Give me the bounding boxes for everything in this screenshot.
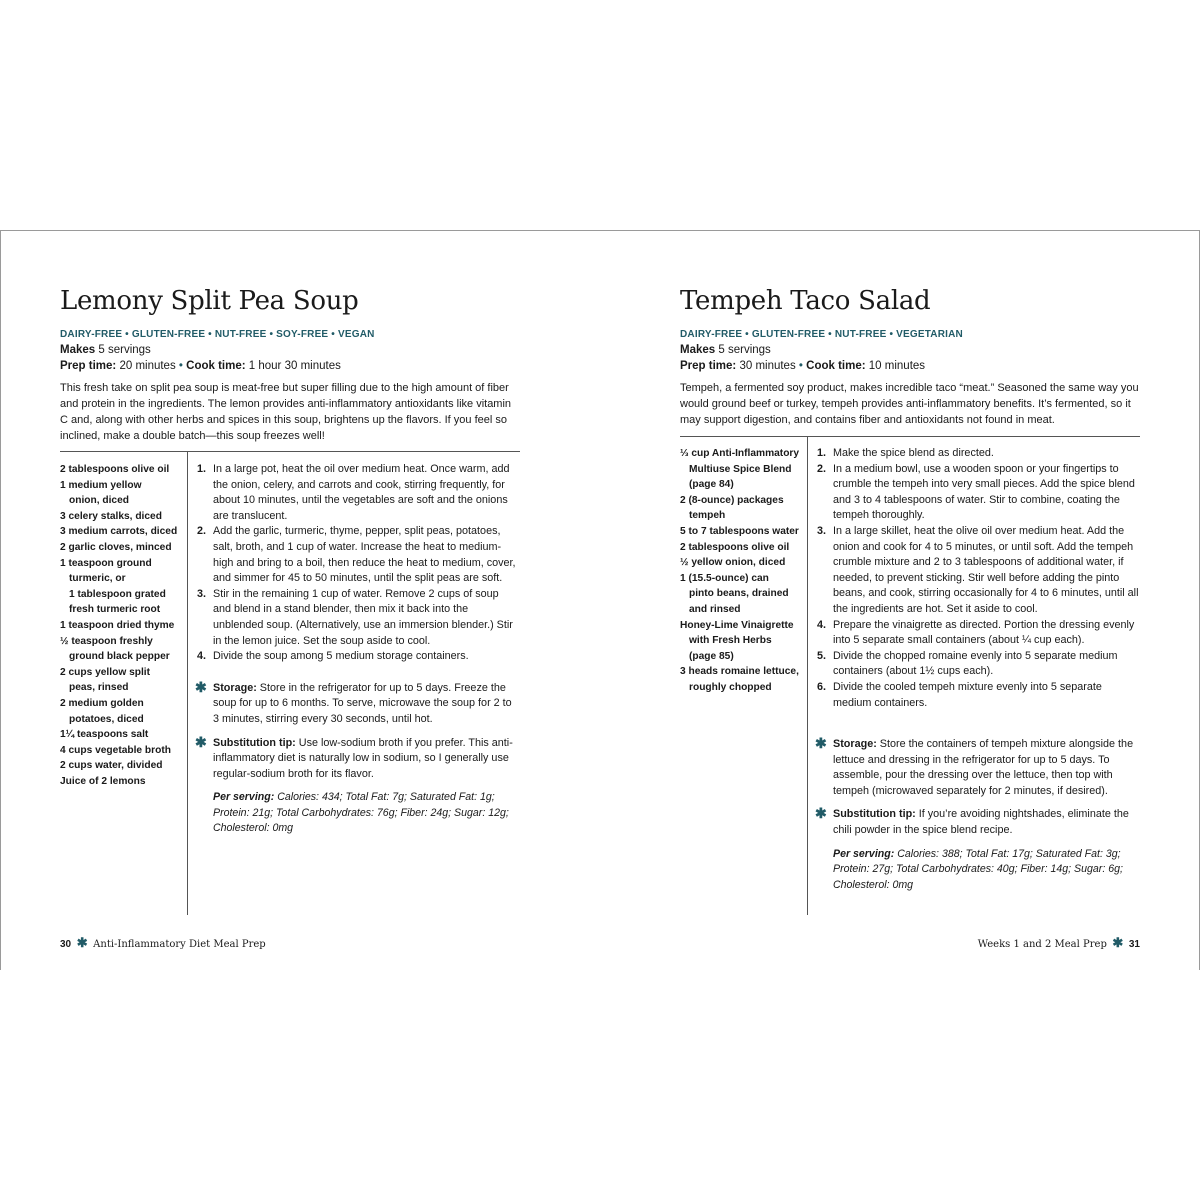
tag: GLUTEN-FREE: [131, 329, 206, 340]
ingredient-line: 3 heads romaine lettuce,: [680, 666, 799, 678]
section-divider: [60, 451, 520, 452]
ingredient-line: (page 85): [689, 650, 734, 662]
ingredient-line: 2 (8-ounce) packages: [680, 494, 784, 506]
ingredient-line: Honey-Lime Vinaigrette: [680, 619, 794, 631]
ingredient-line: 2 cups yellow split: [60, 666, 151, 678]
recipe-intro: This fresh take on split pea soup is meat-free but super filling due to the high amount of fiber and protein in the ingredients. The lemon provides anti-inflammatory antioxidants like vitamin C and, along with other herbs and spices in this soup, brightens up the flavors. If you feel so inclined, make a double batch—this soup freezes well!: [60, 382, 512, 442]
storage-note: ✱ Storage: Store the containers of tempeh mixture alongside the lettuce and dressing in the refrigerator for up to 5 days. To assemble, pour the dressing over the lettuce, then top with tempeh (microwaved separately for 2 minutes, if desired).: [815, 735, 1134, 797]
ingredient-line: 1 teaspoon ground: [60, 557, 152, 569]
ingredient-line: pinto beans, drained: [689, 588, 789, 600]
ingredient-line: ½ yellow onion, diced: [680, 557, 786, 569]
step: 1. Make the spice blend as directed.: [817, 447, 994, 459]
ingredient-line: tempeh: [689, 510, 726, 522]
ingredient-line: ground black pepper: [69, 651, 170, 663]
ingredient-list: [680, 446, 802, 696]
tag: NUT-FREE: [214, 329, 267, 340]
ingredient-list: [60, 462, 182, 789]
ingredient-line: 1 (15.5-ounce) can: [680, 572, 769, 584]
ingredient-line: roughly chopped: [689, 681, 772, 693]
asterisk-icon: ✱: [76, 935, 88, 950]
column-divider: [187, 452, 188, 915]
recipe-title: Lemony Split Pea Soup: [60, 286, 359, 316]
tag: DAIRY-FREE: [680, 329, 743, 340]
ingredient-line: 1¼ teaspoons salt: [60, 729, 149, 741]
nutrition-info: Per serving: Calories: 388; Total Fat: 17g; Saturated Fat: 3g; Protein: 27g; Total Carbohydrates: 40g; Fiber: 14g; Sugar: 6g; Cholesterol: 0mg: [833, 847, 1123, 891]
tag: VEGAN: [337, 329, 375, 340]
step: 3. Stir in the remaining 1 cup of water. Remove 2 cups of soup and blend in a stand blender, then mix it back into the unblended soup. (Alternatively, use an immersion blender.) Stir in the lemon juice. Set the soup aside to cool.: [197, 587, 513, 647]
diet-tags: DAIRY-FREE • GLUTEN-FREE • NUT-FREE • VEGETARIAN: [680, 329, 963, 340]
instructions: [197, 462, 519, 837]
ingredient-line: Juice of 2 lemons: [60, 775, 146, 787]
step: 4. Prepare the vinaigrette as directed. Portion the dressing evenly into 5 separate small containers (about ¼ cup each).: [817, 618, 1135, 647]
ingredient-line: 1 medium yellow: [60, 479, 142, 491]
step: 2. Add the garlic, turmeric, thyme, pepper, split peas, potatoes, salt, broth, and 1 cup of water. Increase the heat to medium-high and bring to a boil, then reduce the heat to medium, cover, and simmer for 45 to 50 minutes, until the split peas are soft.: [197, 525, 516, 585]
diet-tags: DAIRY-FREE • GLUTEN-FREE • NUT-FREE • SOY-FREE • VEGAN: [60, 329, 375, 340]
asterisk-icon: ✱: [195, 733, 207, 750]
asterisk-icon: ✱: [1112, 935, 1124, 950]
step: 2. In a medium bowl, use a wooden spoon or your fingertips to crumble the tempeh into very small pieces. Add the spice blend and 3 to 4 tablespoons of water. Stir to combine, coating the tempeh thoroughly.: [817, 462, 1135, 522]
ingredient-line: 3 celery stalks, diced: [60, 510, 162, 522]
step: 3. In a large skillet, heat the olive oil over medium heat. Add the onion and cook for 4 to 5 minutes, or until soft. Add the tempeh crumble mixture and 2 to 3 tablespoons of additional water, if needed, to prevent sticking. Stir well before adding the pinto beans, and cook, stirring occasionally for 4 to 6 minutes, until all the ingredients are hot. Set it aside to cool.: [817, 524, 1139, 615]
instructions: [817, 446, 1140, 893]
servings: Makes 5 servings: [680, 344, 771, 356]
ingredient-line: 5 to 7 tablespoons water: [680, 525, 799, 537]
ingredient-line: 1 teaspoon dried thyme: [60, 619, 175, 631]
ingredient-line: 3 medium carrots, diced: [60, 526, 178, 538]
ingredient-line: 2 tablespoons olive oil: [60, 464, 170, 475]
substitution-tip: ✱ Substitution tip: Use low-sodium broth if you prefer. This anti-inflammatory diet is naturally low in sodium, so I generally use regular-sodium broth for its flavor.: [195, 733, 513, 780]
ingredient-line: 2 garlic cloves, minced: [60, 541, 172, 553]
times: Prep time: 20 minutes • Cook time: 1 hour 30 minutes: [60, 360, 341, 372]
nutrition-info: Per serving: Calories: 434; Total Fat: 7g; Saturated Fat: 1g; Protein: 21g; Total Carbohydrates: 76g; Fiber: 24g; Sugar: 12g; Cholesterol: 0mg: [213, 791, 509, 835]
ingredient-line: onion, diced: [69, 495, 129, 507]
substitution-tip: ✱ Substitution tip: If you’re avoiding nightshades, eliminate the chili powder in the spice blend recipe.: [815, 805, 1129, 837]
tag: NUT-FREE: [834, 329, 887, 340]
step: 1. In a large pot, heat the oil over medium heat. Once warm, add the onion, celery, and carrots and cook, stirring frequently, for about 10 minutes, until the vegetables are soft and the onions are translucent.: [197, 463, 510, 522]
ingredient-line: ⅓ cup Anti-Inflammatory: [680, 448, 800, 459]
section-divider: [680, 436, 1140, 437]
ingredient-line: 4 cups vegetable broth: [60, 744, 171, 756]
servings: Makes 5 servings: [60, 344, 151, 356]
ingredient-line: fresh turmeric root: [69, 604, 161, 616]
tag: DAIRY-FREE: [60, 329, 123, 340]
left-page-header: [60, 284, 520, 444]
ingredient-line: 2 medium golden: [60, 697, 144, 709]
ingredient-line: (page 84): [689, 479, 734, 491]
folio-right: Weeks 1 and 2 Meal Prep ✱ 31: [977, 935, 1140, 950]
ingredient-line: Multiuse Spice Blend: [689, 463, 792, 475]
tag: VEGETARIAN: [896, 329, 963, 340]
tag: GLUTEN-FREE: [751, 329, 826, 340]
ingredient-line: and rinsed: [689, 603, 741, 615]
asterisk-icon: ✱: [195, 678, 207, 695]
ingredient-line: with Fresh Herbs: [689, 635, 772, 647]
ingredient-line: turmeric, or: [69, 573, 126, 585]
tag: SOY-FREE: [276, 329, 329, 340]
right-page-header: [680, 284, 1140, 428]
ingredient-line: ½ teaspoon freshly: [60, 635, 153, 647]
step: 5. Divide the chopped romaine evenly into 5 separate medium containers (about 1½ cups each).: [817, 649, 1118, 678]
recipe-intro: Tempeh, a fermented soy product, makes incredible taco “meat.” Seasoned the same way you would ground beef or turkey, tempeh provides anti-inflammatory benefits. It’s fermented, so it may support digestion, and contains fiber and antioxidants not found in meat.: [680, 382, 1139, 426]
folio-left: 30 ✱ Anti-Inflammatory Diet Meal Prep: [60, 935, 266, 950]
step: 6. Divide the cooled tempeh mixture evenly into 5 separate medium containers.: [817, 680, 1102, 709]
ingredient-line: 2 cups water, divided: [60, 760, 163, 772]
asterisk-icon: ✱: [815, 735, 827, 752]
times: Prep time: 30 minutes • Cook time: 10 minutes: [680, 360, 926, 372]
ingredient-line: potatoes, diced: [69, 713, 144, 725]
column-divider: [807, 437, 808, 915]
ingredient-line: peas, rinsed: [69, 682, 129, 694]
step: 4. Divide the soup among 5 medium storage containers.: [197, 650, 469, 663]
recipe-title: Tempeh Taco Salad: [680, 286, 931, 316]
page-edge-left: [0, 230, 1, 970]
ingredient-line: 2 tablespoons olive oil: [680, 541, 790, 553]
storage-note: ✱ Storage: Store in the refrigerator for up to 5 days. Freeze the soup for up to 6 months. To serve, microwave the soup for 2 to 3 minutes, stirring every 30 seconds, until hot.: [195, 678, 512, 725]
ingredient-line: 1 tablespoon grated: [69, 588, 166, 600]
asterisk-icon: ✱: [815, 805, 827, 822]
